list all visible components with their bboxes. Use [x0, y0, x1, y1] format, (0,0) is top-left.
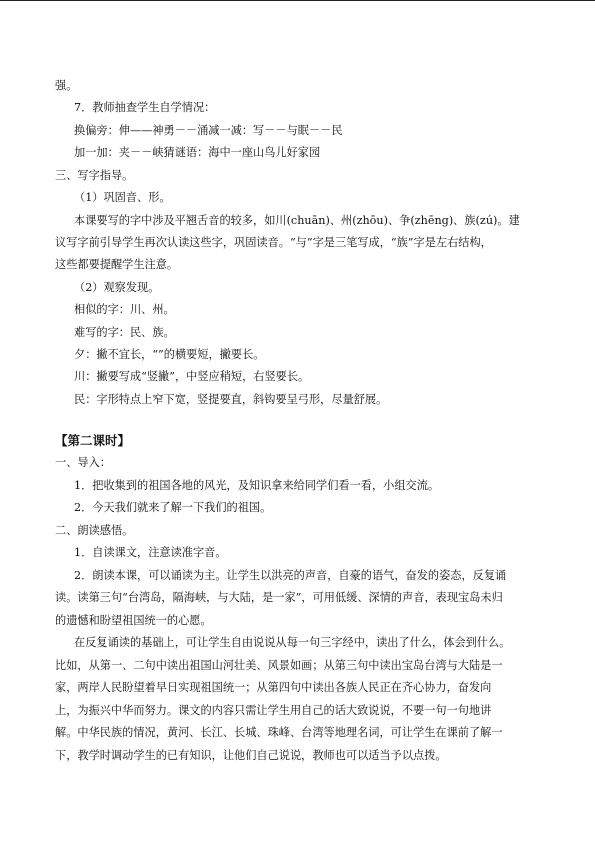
text-line: 家，两岸人民盼望着早日实现祖国统一；从第四句中读出各族人民正在齐心协力，奋发向: [55, 681, 492, 694]
text-line: 难写的字：民、族。: [74, 326, 175, 339]
text-line: 1．把收集到的祖国各地的风光，及知识拿来给同学们看一看，小组交流。: [74, 479, 440, 492]
text-line: 读。读第三句“台湾岛，隔海峡，与大陆，是一家”，可用低缓、深情的声音，表现宝岛未归: [55, 591, 503, 604]
subsection-heading: （2）观察发现。: [74, 281, 160, 294]
text-line: 本课要写的字中涉及平翘舌音的较多，如川(chuān)、州(zhōu)、争(zhēng)、族(zú)。建: [74, 214, 520, 227]
section-heading: 一、导入：: [55, 456, 111, 469]
top-border: [0, 0, 595, 1]
text-line: 1．自读课文，注意读准字音。: [74, 546, 227, 559]
text-line: 下，教学时调动学生的已有知识，让他们自己说说，教师也可以适当予以点拨。: [55, 749, 447, 762]
text-line: 解。中华民族的情况，黄河、长江、长城、珠峰、台湾等地理名词，可让学生在课前了解一: [55, 726, 503, 739]
text-line: 夕：撇不宜长，“”的横要短，撇要长。: [74, 348, 265, 361]
text-line: 议写字前引导学生再次认读这些字，巩固读音。“与”字是三笔写成，“族”字是左右结构，: [55, 236, 492, 249]
lesson-heading: 【第二课时】: [55, 433, 131, 448]
text-line: 加一加：夹－－峡猜谜语：海中一座山鸟儿好家园: [74, 146, 321, 159]
text-line: 民：字形特点上窄下宽，竖提要直，斜钩要呈弓形，尽量舒展。: [74, 393, 388, 406]
text-line: 换偏旁：伸——神勇－－涌减一减：写－－与眠－－民: [74, 124, 343, 137]
text-line: 2．今天我们就来了解一下我们的祖国。: [74, 501, 272, 514]
text-line: 2．朗读本课，可以诵读为主。让学生以洪亮的声音，自豪的语气，奋发的姿态，反复诵: [74, 569, 507, 582]
text-line: 在反复诵读的基础上，可让学生自由说说从每一句三字经中，读出了什么，体会到什么。: [74, 636, 511, 649]
subsection-heading: （1）巩固音、形。: [74, 191, 171, 204]
section-heading: 三、写字指导。: [55, 169, 134, 182]
text-line: 川：撇要写成“竖撇”，中竖应稍短，右竖要长。: [74, 370, 310, 383]
text-line: 的遗憾和盼望祖国统一的心愿。: [55, 614, 212, 627]
text-line: 相似的字：川、州。: [74, 303, 175, 316]
section-heading: 二、朗读感悟。: [55, 524, 134, 537]
text-line: 7．教师抽查学生自学情况：: [74, 101, 216, 114]
text-line: 强。: [55, 79, 78, 92]
text-line: 这些都要提醒学生注意。: [55, 258, 179, 271]
text-line: 上，为振兴中华而努力。课文的内容只需让学生用自己的话大致说说，不要一句一句地讲: [55, 704, 492, 717]
text-line: 比如，从第一、二句中读出祖国山河壮美、风景如画；从第三句中读出宝岛台湾与大陆是一: [55, 659, 503, 672]
